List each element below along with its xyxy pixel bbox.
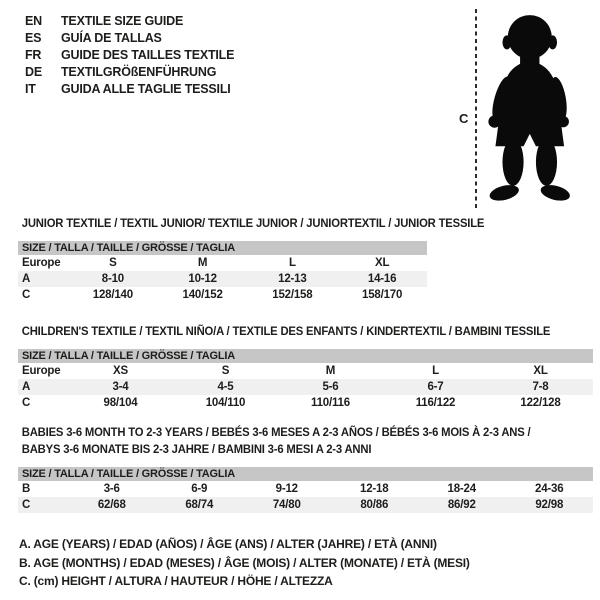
size-cell: 5-6 — [322, 381, 339, 393]
height-measure-label: C — [459, 111, 469, 126]
size-cell: S — [109, 257, 117, 269]
size-cell: 18-24 — [447, 483, 476, 495]
size-cell: 68/74 — [185, 499, 214, 511]
language-title: GUIDE DES TAILLES TEXTILE — [61, 48, 235, 62]
size-cell: 140/152 — [182, 289, 223, 301]
size-cell: 104/110 — [205, 397, 246, 409]
legend-line: C. (cm) HEIGHT / ALTURA / HAUTEUR / HÖHE / ALTEZZA — [19, 574, 333, 588]
size-cell: XL — [374, 257, 390, 269]
size-cell: M — [325, 365, 336, 377]
row-label: C — [22, 289, 31, 301]
size-cell: 80/86 — [360, 499, 389, 511]
section-title-line: BABYS 3-6 MONATE BIS 2-3 JAHRE / BAMBINI 3-6 MESI A 2-3 ANNI — [21, 442, 372, 456]
size-table — [18, 467, 593, 513]
measurement-legend — [19, 535, 470, 591]
size-cell: 98/104 — [103, 397, 138, 409]
table-row — [18, 497, 593, 513]
height-dashed-line — [474, 9, 478, 209]
size-header-bar: SIZE / TALLA / TAILLE / GRÖSSE / TAGLIA — [18, 349, 593, 363]
size-header-bar: SIZE / TALLA / TAILLE / GRÖSSE / TAGLIA — [18, 241, 427, 255]
row-label: C — [22, 499, 31, 511]
language-row — [25, 81, 234, 98]
size-cell: XL — [533, 365, 548, 377]
language-code: DE — [25, 65, 42, 79]
size-cell: 9-12 — [275, 483, 298, 495]
row-label: Europe — [22, 257, 61, 269]
size-cell: 4-5 — [217, 381, 234, 393]
section-title-line: JUNIOR TEXTILE / TEXTIL JUNIOR/ TEXTILE JUNIOR / JUNIORTEXTIL / JUNIOR TESSILE — [21, 216, 485, 230]
language-code: EN — [25, 14, 42, 28]
size-section-1 — [18, 323, 593, 411]
language-code: FR — [25, 48, 42, 62]
row-label: B — [22, 483, 31, 495]
language-title: TEXTILGRÖßENFÜHRUNG — [61, 65, 217, 79]
size-cell: S — [221, 365, 230, 377]
language-row — [25, 47, 234, 64]
size-section-2 — [18, 424, 593, 513]
size-cell: 3-6 — [103, 483, 120, 495]
size-cell: 24-36 — [535, 483, 564, 495]
language-title-block — [25, 13, 234, 98]
size-cell: 12-18 — [360, 483, 389, 495]
height-figure — [455, 8, 600, 210]
size-cell: 3-4 — [112, 381, 129, 393]
table-row — [18, 395, 593, 411]
size-cell: 6-7 — [427, 381, 444, 393]
section-title-line: CHILDREN'S TEXTILE / TEXTIL NIÑO/A / TEXTILE DES ENFANTS / KINDERTEXTIL / BAMBINI TESSILE — [21, 324, 551, 338]
language-title: TEXTILE SIZE GUIDE — [61, 14, 184, 28]
toddler-silhouette-icon — [484, 9, 572, 206]
size-cell: 62/68 — [97, 499, 126, 511]
language-row — [25, 30, 234, 47]
size-cell: 92/98 — [535, 499, 564, 511]
size-cell: XS — [113, 365, 128, 377]
size-table — [18, 241, 427, 303]
size-cell: 110/116 — [311, 397, 350, 409]
size-cell: 14-16 — [367, 273, 397, 285]
legend-line: B. AGE (MONTHS) / EDAD (MESES) / ÂGE (MOIS) / ALTER (MONATE) / ETÀ (MESI) — [19, 555, 470, 570]
size-cell: 7-8 — [532, 381, 549, 393]
table-row — [18, 271, 427, 287]
size-cell: 6-9 — [191, 483, 208, 495]
size-cell: 152/158 — [272, 289, 313, 301]
size-cell: 122/128 — [520, 397, 561, 409]
section-title-line: BABIES 3-6 MONTH TO 2-3 YEARS / BEBÉS 3-6 MESES A 2-3 AÑOS / BÉBÉS 3-6 MOIS À 2-3 ANS / — [21, 425, 531, 439]
size-table — [18, 349, 593, 411]
language-code: ES — [25, 31, 42, 45]
table-row — [18, 481, 593, 497]
language-title: GUÍA DE TALLAS — [61, 31, 162, 45]
table-row — [18, 255, 427, 271]
size-cell: 158/170 — [362, 289, 403, 301]
row-label: C — [22, 397, 31, 409]
table-row — [18, 363, 593, 379]
size-cell: 10-12 — [188, 273, 217, 285]
row-label: A — [22, 273, 31, 285]
size-cell: 12-13 — [278, 273, 307, 285]
language-code: IT — [25, 82, 36, 96]
size-header-bar: SIZE / TALLA / TAILLE / GRÖSSE / TAGLIA — [18, 467, 593, 481]
row-label: Europe — [22, 365, 61, 377]
size-cell: L — [432, 365, 439, 377]
size-section-0 — [18, 215, 485, 303]
size-cell: 8-10 — [101, 273, 124, 285]
size-cell: L — [288, 257, 296, 269]
table-row — [18, 379, 593, 395]
size-cell: 74/80 — [272, 499, 301, 511]
language-row — [25, 13, 234, 30]
size-cell: M — [197, 257, 208, 269]
language-title: GUIDA ALLE TAGLIE TESSILI — [61, 82, 231, 96]
legend-line: A. AGE (YEARS) / EDAD (AÑOS) / ÂGE (ANS) / ALTER (JAHRE) / ETÀ (ANNI) — [19, 537, 437, 551]
language-row — [25, 64, 234, 81]
size-cell: 116/122 — [415, 397, 456, 409]
table-row — [18, 287, 427, 303]
size-cell: 86/92 — [447, 499, 476, 511]
row-label: A — [22, 381, 31, 393]
size-cell: 128/140 — [92, 289, 133, 301]
